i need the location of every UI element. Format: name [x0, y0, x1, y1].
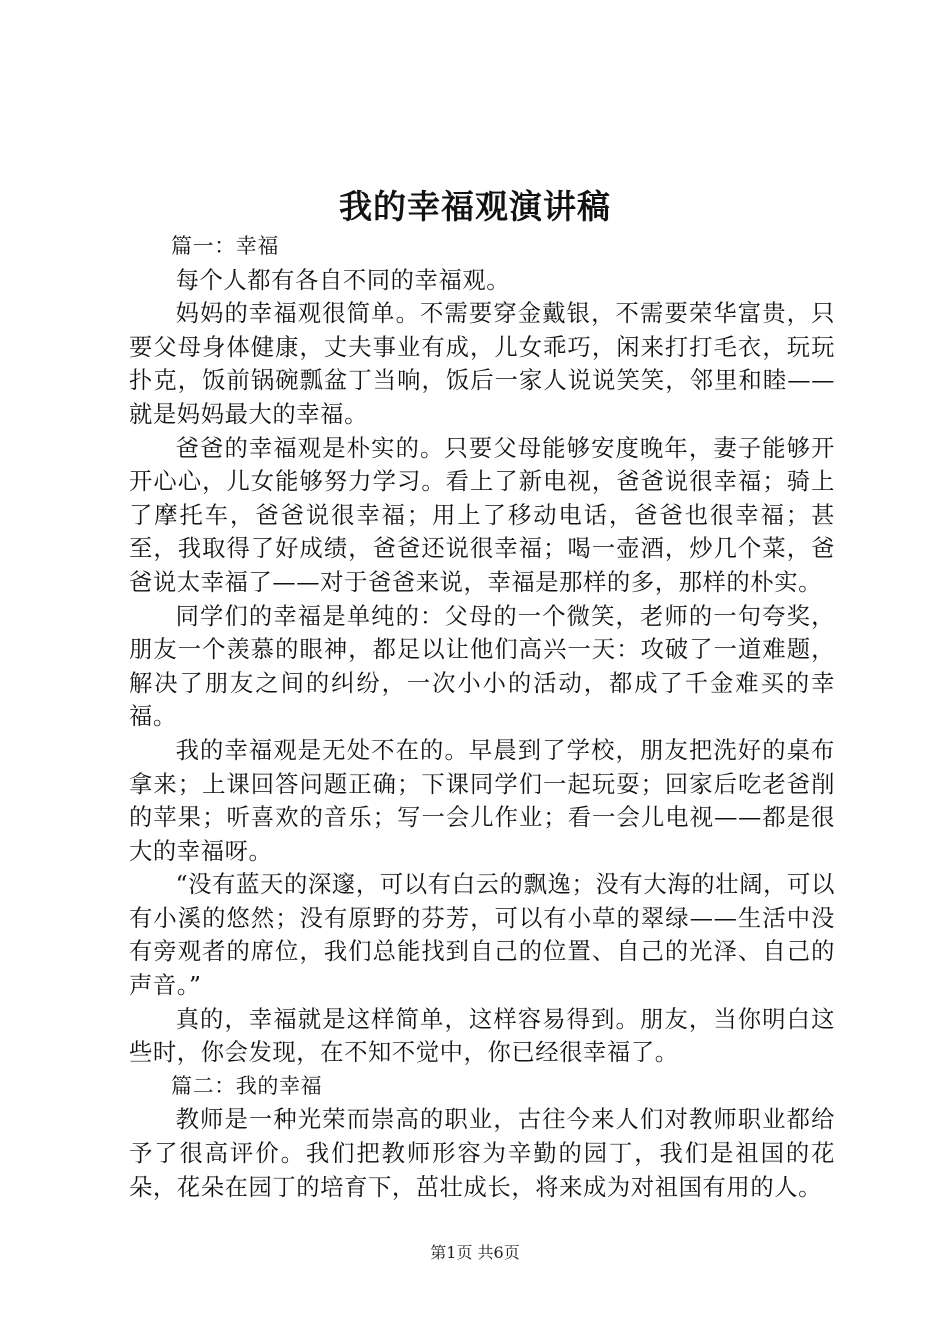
paragraph: 妈妈的幸福观很简单。不需要穿金戴银，不需要荣华富贵，只要父母身体健康，丈夫事业有成，儿女乖巧，闲来打打毛衣，玩玩扑克，饭前锅碗瓢盆丁当响，饭后一家人说说笑笑，邻里和睦——就是妈妈最大的幸福。: [129, 300, 835, 428]
document-body: [129, 230, 835, 1204]
paragraph: 真的，幸福就是这样简单，这样容易得到。朋友，当你明白这些时，你会发现，在不知不觉中，你已经很幸福了。: [129, 1005, 835, 1067]
paragraph: 教师是一种光荣而崇高的职业，古往今来人们对教师职业都给予了很高评价。我们把教师形容为辛勤的园丁，我们是祖国的花朵，花朵在园丁的培育下，茁壮成长，将来成为对祖国有用的人。: [129, 1106, 835, 1201]
paragraph: 同学们的幸福是单纯的：父母的一个微笑，老师的一句夸奖，朋友一个羡慕的眼神，都足以让他们高兴一天：攻破了一道难题，解决了朋友之间的纠纷，一次小小的活动，都成了千金难买的幸福。: [129, 602, 835, 731]
paragraph: 我的幸福观是无处不在的。早晨到了学校，朋友把洗好的桌布拿来；上课回答问题正确；下课同学们一起玩耍；回家后吃老爸削的苹果；听喜欢的音乐；写一会儿作业；看一会儿电视——都是很大的幸福呀。: [129, 736, 835, 865]
quote-paragraph: “没有蓝天的深邃，可以有白云的飘逸；没有大海的壮阔，可以有小溪的悠然；没有原野的芬芳，可以有小草的翠绿——生活中没有旁观者的席位，我们总能找到自己的位置、自己的光泽、自己的声音。”: [129, 871, 835, 1000]
section-heading-2: 篇二：我的幸福: [171, 1073, 323, 1098]
paragraph: 爸爸的幸福观是朴实的。只要父母能够安度晚年，妻子能够开开心心，儿女能够努力学习。看上了新电视，爸爸说很幸福；骑上了摩托车，爸爸说很幸福；用上了移动电话，爸爸也很幸福；甚至，我取得了好成绩，爸爸还说很幸福；喝一壶酒，炒几个菜，爸爸说太幸福了——对于爸爸来说，幸福是那样的多，那样的朴实。: [129, 434, 835, 596]
section-heading-1: 篇一：幸福: [171, 234, 279, 258]
page-footer: 第1页 共6页: [430, 1243, 520, 1262]
paragraph: 每个人都有各自不同的幸福观。: [175, 266, 511, 294]
document-title: 我的幸福观演讲稿: [339, 187, 611, 226]
